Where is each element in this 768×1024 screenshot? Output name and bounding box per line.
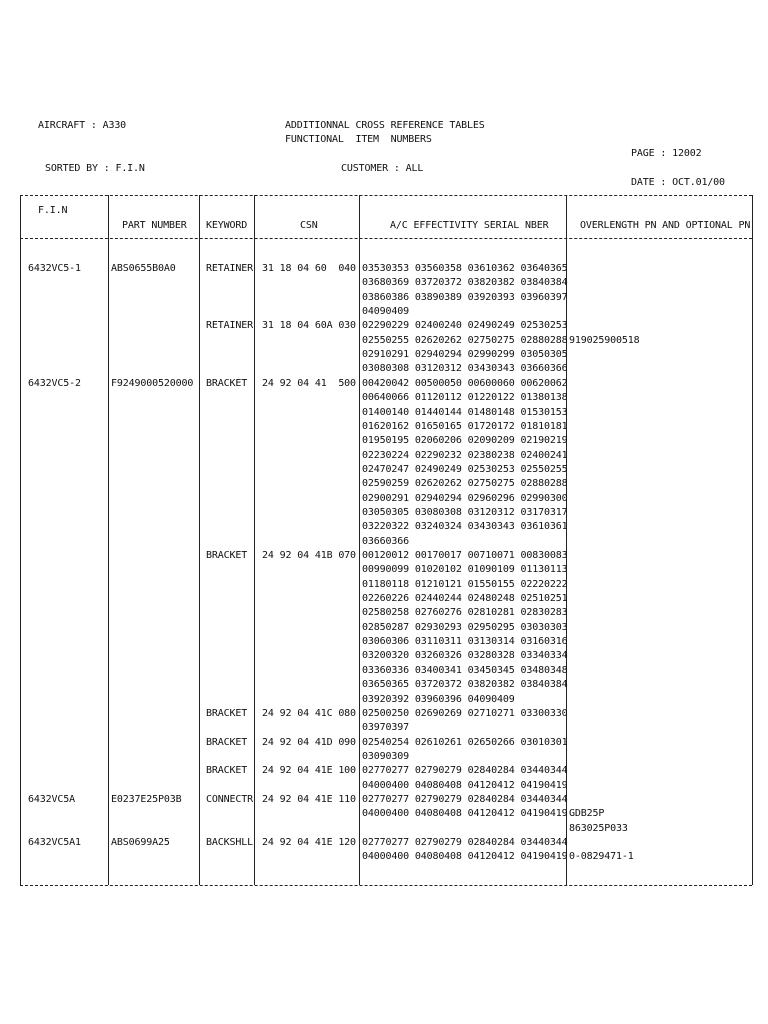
cell-effectivity: 01950195 02060206 02090209 02190219 [362,435,568,447]
col-divider-right [752,195,753,885]
cell-csn: 31 18 04 60 040 [262,263,356,274]
cell-effectivity: 03220322 03240324 03430343 03610361 [362,521,568,533]
cell-effectivity: 02580258 02760276 02810281 02830283 [362,607,568,619]
cell-effectivity: 02290229 02400240 02490249 02530253 [362,320,568,332]
cell-csn: 24 92 04 41E 100 [262,765,356,777]
cell-effectivity: 04000400 04080408 04120412 04190419 [362,808,568,820]
aircraft-label: AIRCRAFT : A330 [38,120,127,131]
cell-overlength: 0-0829471-1 [569,851,634,863]
cell-fin: 6432VC5-1 [28,263,81,274]
cell-part-number: E0237E25P03B [111,793,182,805]
col-header-part-number: PART NUMBER [122,220,187,231]
col-divider-kw [254,195,255,885]
cell-csn: 24 92 04 41C 080 [262,707,356,719]
cell-effectivity: 03650365 03720372 03820382 03840384 [362,679,568,691]
cell-part-number: ABS0699A25 [111,837,170,848]
cell-fin: 6432VC5A1 [28,837,81,848]
cell-effectivity: 04000400 04080408 04120412 04190419 [362,851,568,863]
cell-keyword: BRACKET [206,377,248,389]
cell-part-number: F9249000520000 [111,377,194,389]
col-divider-fin [108,195,109,885]
cell-effectivity: 03530353 03560358 03610362 03640365 [362,263,568,274]
cell-effectivity: 03060306 03110311 03130314 03160316 [362,636,568,648]
table-top-border [20,195,752,196]
cell-keyword: BRACKET [206,736,248,748]
header-bottom-border [20,238,752,239]
cell-keyword: BRACKET [206,550,248,561]
cell-effectivity: 03660366 [362,535,409,547]
table-bottom-border [20,885,752,886]
cell-effectivity: 02540254 02610261 02650266 03010301 [362,736,568,748]
report-title: ADDITIONNAL CROSS REFERENCE TABLES [285,120,485,131]
cell-keyword: BRACKET [206,707,248,719]
col-header-keyword: KEYWORD [206,220,248,231]
cell-effectivity: 03680369 03720372 03820382 03840384 [362,277,568,289]
cell-effectivity: 03970397 [362,722,409,734]
cell-effectivity: 02770277 02790279 02840284 03440344 [362,765,568,777]
cell-part-number: ABS0655B0A0 [111,263,176,274]
cell-effectivity: 02550255 02620262 02750275 02880288 [362,334,568,346]
cell-effectivity: 02770277 02790279 02840284 03440344 [362,837,568,848]
cell-keyword: BACKSHLL [206,837,253,848]
cell-effectivity: 02850287 02930293 02950295 03030303 [362,621,568,633]
cell-effectivity: 02230224 02290232 02380238 02400241 [362,449,568,461]
cell-effectivity: 01180118 01210121 01550155 02220222 [362,578,568,590]
cell-overlength: 863025P033 [569,822,628,834]
cell-effectivity: 02470247 02490249 02530253 02550255 [362,463,568,475]
cell-effectivity: 03080308 03120312 03430343 03660366 [362,363,568,375]
cell-csn: 24 92 04 41D 090 [262,736,356,748]
col-header-csn: CSN [300,220,318,231]
col-divider-csn [359,195,360,885]
cell-effectivity: 03360336 03400341 03450345 03480348 [362,664,568,676]
cell-csn: 24 92 04 41B 070 [262,550,356,561]
cell-fin: 6432VC5A [28,793,75,805]
cell-csn: 24 92 04 41E 120 [262,837,356,848]
cell-effectivity: 01400140 01440144 01480148 01530153 [362,406,568,418]
cell-csn: 31 18 04 60A 030 [262,320,356,332]
cell-effectivity: 00420042 00500050 00600060 00620062 [362,377,568,389]
col-header-overlength: OVERLENGTH PN AND OPTIONAL PN [580,220,751,231]
cell-keyword: RETAINER [206,320,253,332]
cell-effectivity: 02770277 02790279 02840284 03440344 [362,793,568,805]
cell-effectivity: 02590259 02620262 02750275 02880288 [362,478,568,490]
col-divider-left [20,195,21,885]
report-date: DATE : OCT.01/00 [631,177,725,188]
col-divider-pn [199,195,200,885]
cell-effectivity: 00640066 01120112 01220122 01380138 [362,392,568,404]
cell-effectivity: 02500250 02690269 02710271 03300330 [362,707,568,719]
cell-effectivity: 02900291 02940294 02960296 02990300 [362,492,568,504]
page-number: PAGE : 12002 [631,148,702,159]
cell-csn: 24 92 04 41 500 [262,377,356,389]
cell-overlength: 919025900518 [569,334,640,346]
cell-effectivity: 03050305 03080308 03120312 03170317 [362,506,568,518]
cell-effectivity: 04090409 [362,306,409,318]
cell-keyword: BRACKET [206,765,248,777]
cell-effectivity: 02260226 02440244 02480248 02510251 [362,593,568,605]
cell-effectivity: 03090309 [362,750,409,762]
customer-label: CUSTOMER : ALL [341,163,424,174]
cell-effectivity: 02910291 02940294 02990299 03050305 [362,349,568,361]
cell-effectivity: 00120012 00170017 00710071 00830083 [362,550,568,561]
col-header-fin: F.I.N [38,205,68,216]
cell-csn: 24 92 04 41E 110 [262,793,356,805]
cell-fin: 6432VC5-2 [28,377,81,389]
sorted-by-label: SORTED BY : F.I.N [45,163,145,174]
cell-effectivity: 03200320 03260326 03280328 03340334 [362,650,568,662]
cell-effectivity: 00990099 01020102 01090109 01130113 [362,564,568,576]
col-header-effectivity: A/C EFFECTIVITY SERIAL NBER [390,220,549,231]
cell-overlength: GDB25P [569,808,605,820]
cell-effectivity: 03920392 03960396 04090409 [362,693,515,705]
cell-effectivity: 01620162 01650165 01720172 01810181 [362,420,568,432]
cell-effectivity: 04000400 04080408 04120412 04190419 [362,779,568,791]
report-subtitle: FUNCTIONAL ITEM NUMBERS [285,134,432,145]
cell-keyword: RETAINER [206,263,253,274]
cell-effectivity: 03860386 03890389 03920393 03960397 [362,291,568,303]
cell-keyword: CONNECTR [206,793,253,805]
